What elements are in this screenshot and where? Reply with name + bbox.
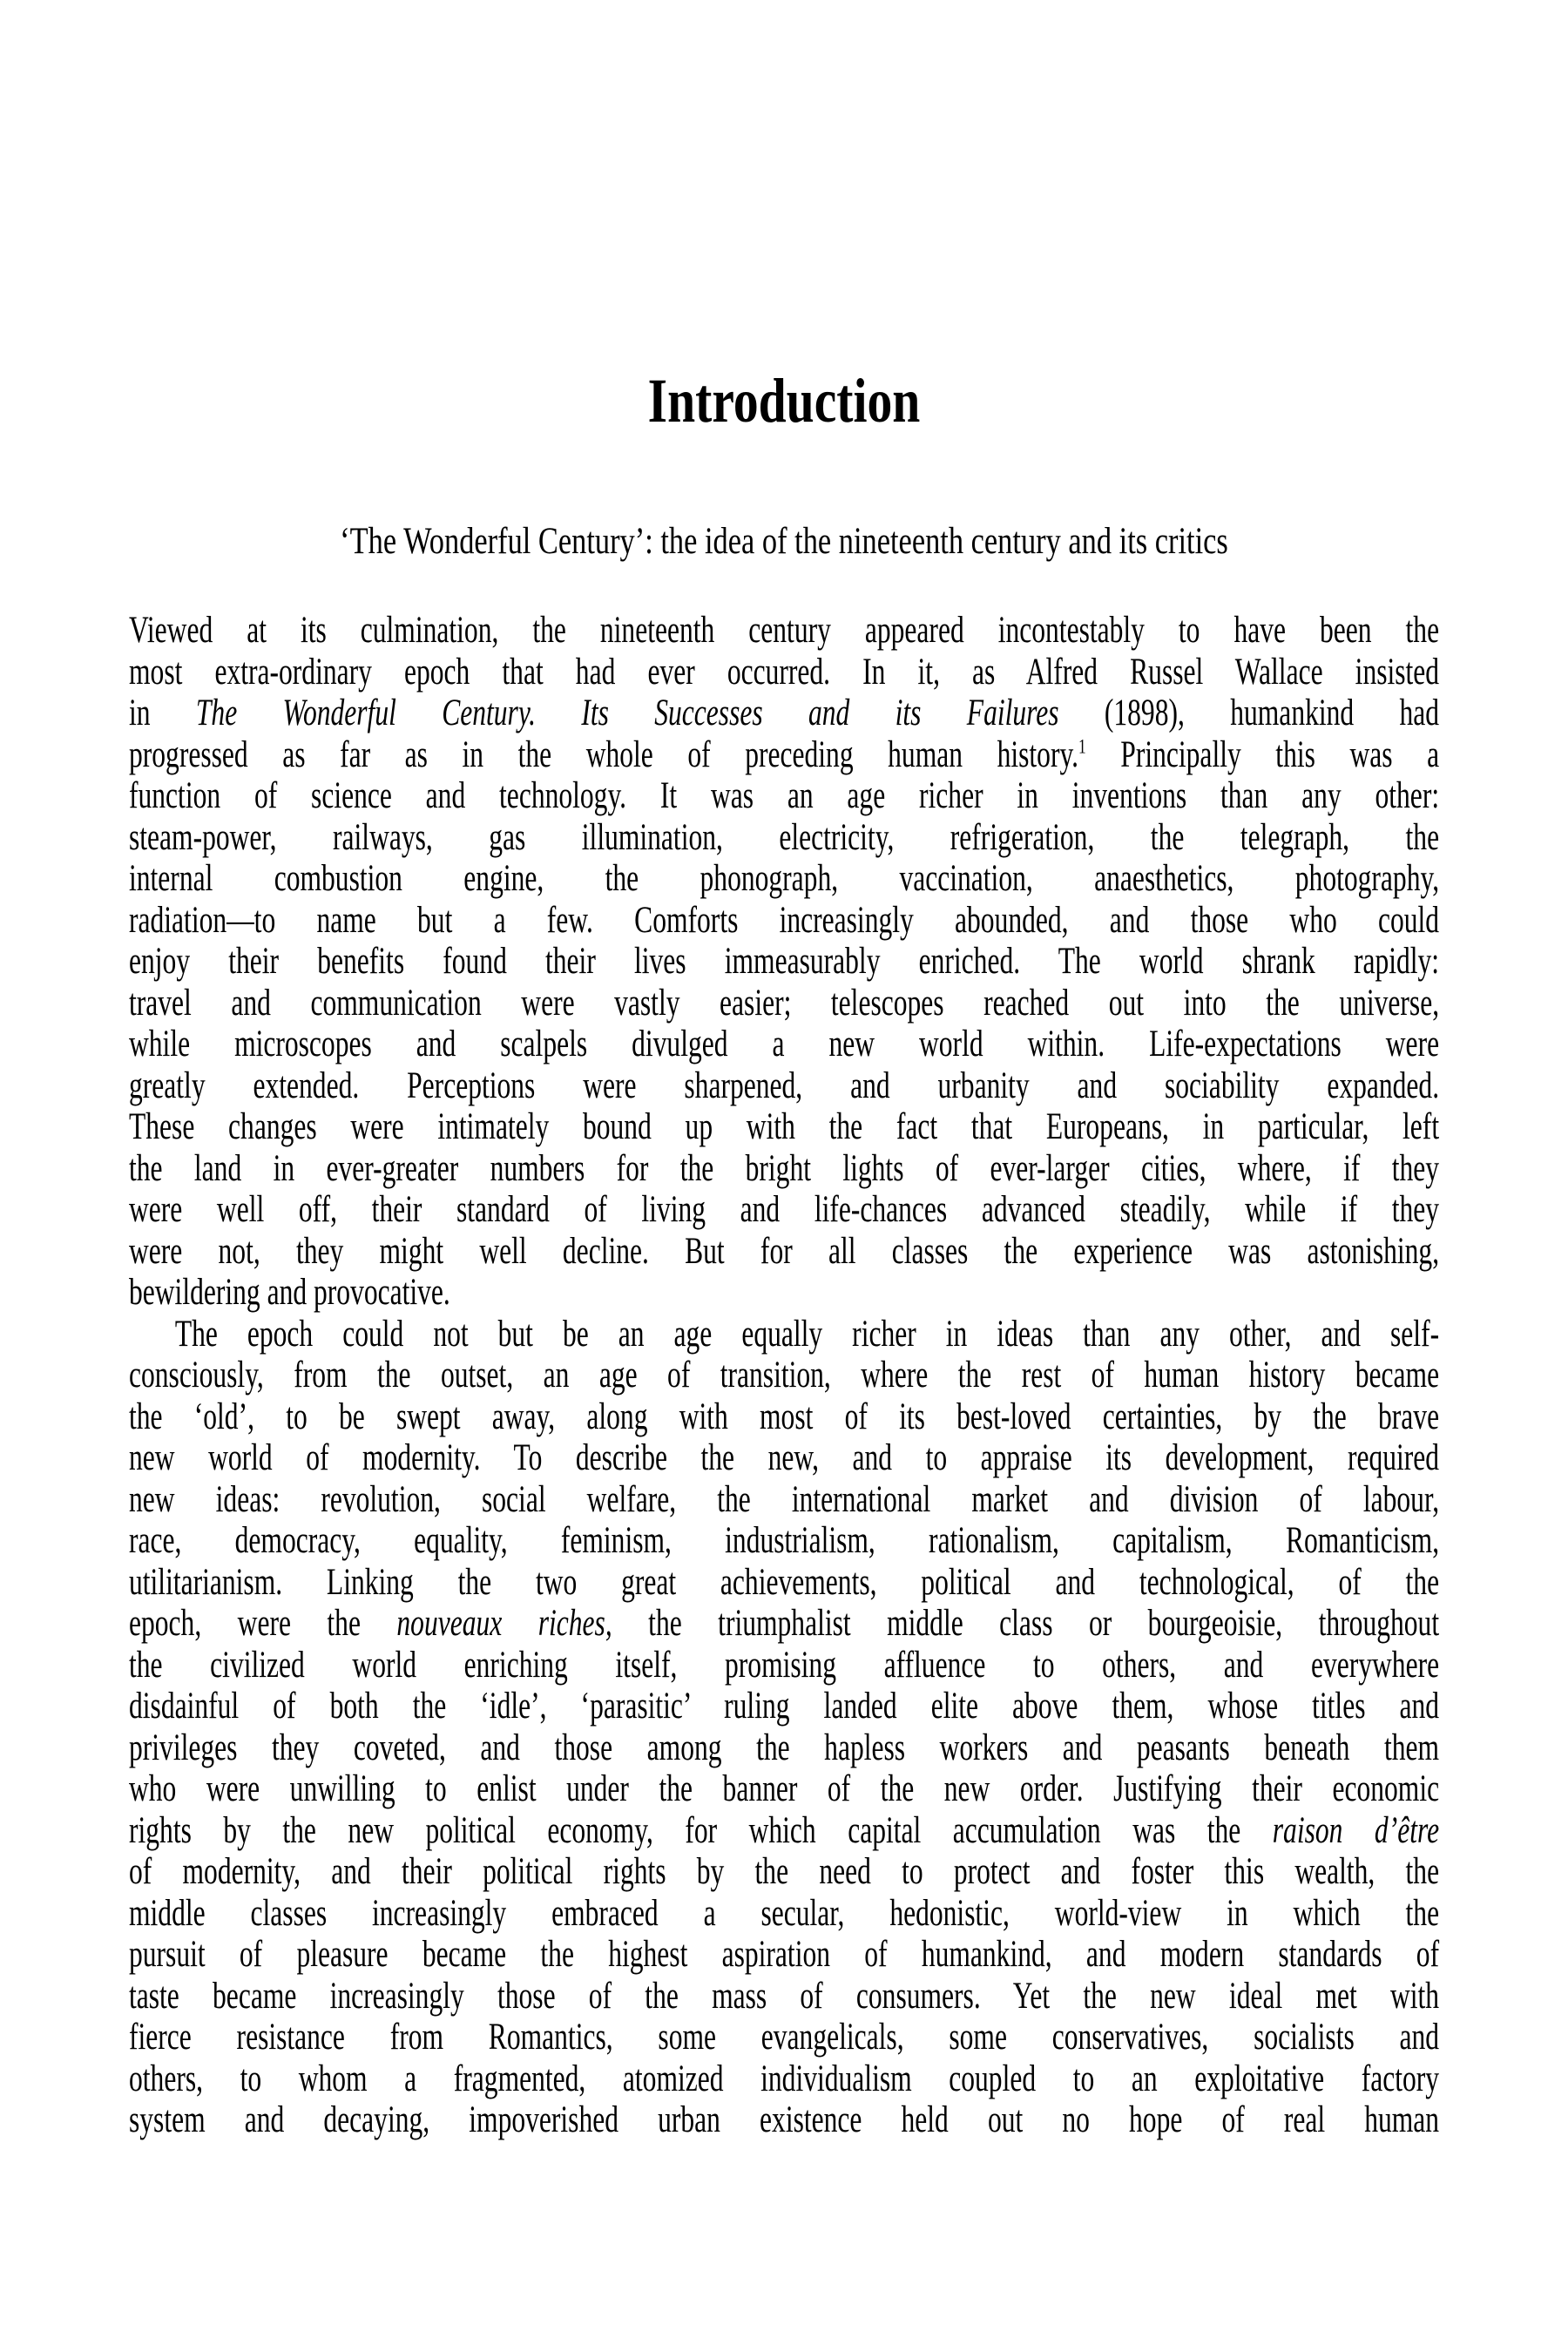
text-line: enjoy their benefits found their lives immeasurably enriched. The world shrank rapidly:: [129, 941, 1440, 982]
text-line: pursuit of pleasure became the highest aspiration of humankind, and modern standards of: [129, 1934, 1440, 1975]
text-line: function of science and technology. It was an age richer in inventions than any other:: [129, 775, 1440, 816]
text-line: in The Wonderful Century. Its Successes and its Failures (1898), humankind had: [129, 693, 1440, 733]
text-line: race, democracy, equality, feminism, industrialism, rationalism, capitalism, Romanticism,: [129, 1520, 1440, 1561]
text-line: travel and communication were vastly easier; telescopes reached out into the universe,: [129, 982, 1440, 1024]
text-line: radiation—to name but a few. Comforts increasingly abounded, and those who could: [129, 899, 1440, 941]
text-line: system and decaying, impoverished urban existence held out no hope of real human: [129, 2099, 1440, 2140]
italic-text: raison d’être: [1272, 1809, 1440, 1851]
text-line: middle classes increasingly embraced a secular, hedonistic, world-view in which the: [129, 1892, 1440, 1934]
text-line: of modernity, and their political rights by the need to protect and foster this wealth, the: [129, 1851, 1440, 1892]
text-line: the land in ever-greater numbers for the bright lights of ever-larger cities, where, if they: [129, 1147, 1440, 1189]
text-line: consciously, from the outset, an age of transition, where the rest of human history became: [129, 1355, 1440, 1396]
text-line: privileges they coveted, and those among the hapless workers and peasants beneath them: [129, 1727, 1440, 1768]
chapter-subtitle: ‘The Wonderful Century’: the idea of the nineteenth century and its critics: [340, 521, 1228, 562]
paragraph: [129, 610, 1439, 1314]
text-line: These changes were intimately bound up with the fact that Europeans, in particular, left: [129, 1106, 1440, 1147]
text-line: taste became increasingly those of the mass of consumers. Yet the new ideal met with: [129, 1975, 1440, 2017]
text-line: new ideas: revolution, social welfare, the international market and division of labour,: [129, 1478, 1440, 1520]
text-line: Viewed at its culmination, the nineteenth century appeared incontestably to have been the: [129, 610, 1440, 651]
text-line: others, to whom a fragmented, atomized individualism coupled to an exploitative factory: [129, 2058, 1440, 2099]
text-line: the civilized world enriching itself, promising affluence to others, and everywhere: [129, 1644, 1440, 1686]
footnote-ref: 1: [1078, 735, 1086, 759]
text-line: while microscopes and scalpels divulged a new world within. Life-expectations were: [129, 1024, 1440, 1064]
text-line: utilitarianism. Linking the two great achievements, political and technological, of the: [129, 1561, 1440, 1603]
italic-text: The Wonderful Century. Its Successes and its Failures: [195, 693, 1059, 733]
body-text: [129, 610, 1439, 2141]
text-line: progressed as far as in the whole of preceding human history.$^1$ Principally this was a: [129, 733, 1440, 775]
text-line: disdainful of both the ‘idle’, ‘parasitic’ ruling landed elite above them, whose titles and: [129, 1686, 1440, 1727]
text-line: the ‘old’, to be swept away, along with most of its best-loved certainties, by the brave: [129, 1396, 1440, 1437]
text-line: The epoch could not but be an age equally richer in ideas than any other, and self-: [174, 1313, 1440, 1355]
paragraph: [129, 1314, 1439, 2141]
text-line: who were unwilling to enlist under the banner of the new order. Justifying their economic: [129, 1768, 1440, 1809]
text-line: new world of modernity. To describe the new, and to appraise its development, required: [129, 1437, 1440, 1478]
text-line: fierce resistance from Romantics, some evangelicals, some conservatives, socialists and: [129, 2017, 1440, 2058]
text-line: epoch, were the nouveaux riches, the triumphalist middle class or bourgeoisie, throughout: [129, 1603, 1440, 1644]
text-line: greatly extended. Perceptions were sharpened, and urbanity and sociability expanded.: [129, 1064, 1440, 1106]
text-line: steam-power, railways, gas illumination, electricity, refrigeration, the telegraph, the: [129, 816, 1440, 858]
text-line: most extra-ordinary epoch that had ever occurred. In it, as Alfred Russel Wallace insisted: [129, 651, 1440, 693]
text-line: were not, they might well decline. But for all classes the experience was astonishing,: [129, 1230, 1440, 1272]
text-line: were well off, their standard of living and life-chances advanced steadily, while if they: [129, 1189, 1440, 1230]
italic-text: nouveaux riches,: [396, 1603, 612, 1644]
text-line: internal combustion engine, the phonograph, vaccination, anaesthetics, photography,: [129, 858, 1440, 899]
page-title: Introduction: [647, 366, 921, 436]
text-line: rights by the new political economy, for which capital accumulation was the raison d’être: [129, 1809, 1440, 1851]
text-line: bewildering and provocative.: [129, 1272, 450, 1313]
